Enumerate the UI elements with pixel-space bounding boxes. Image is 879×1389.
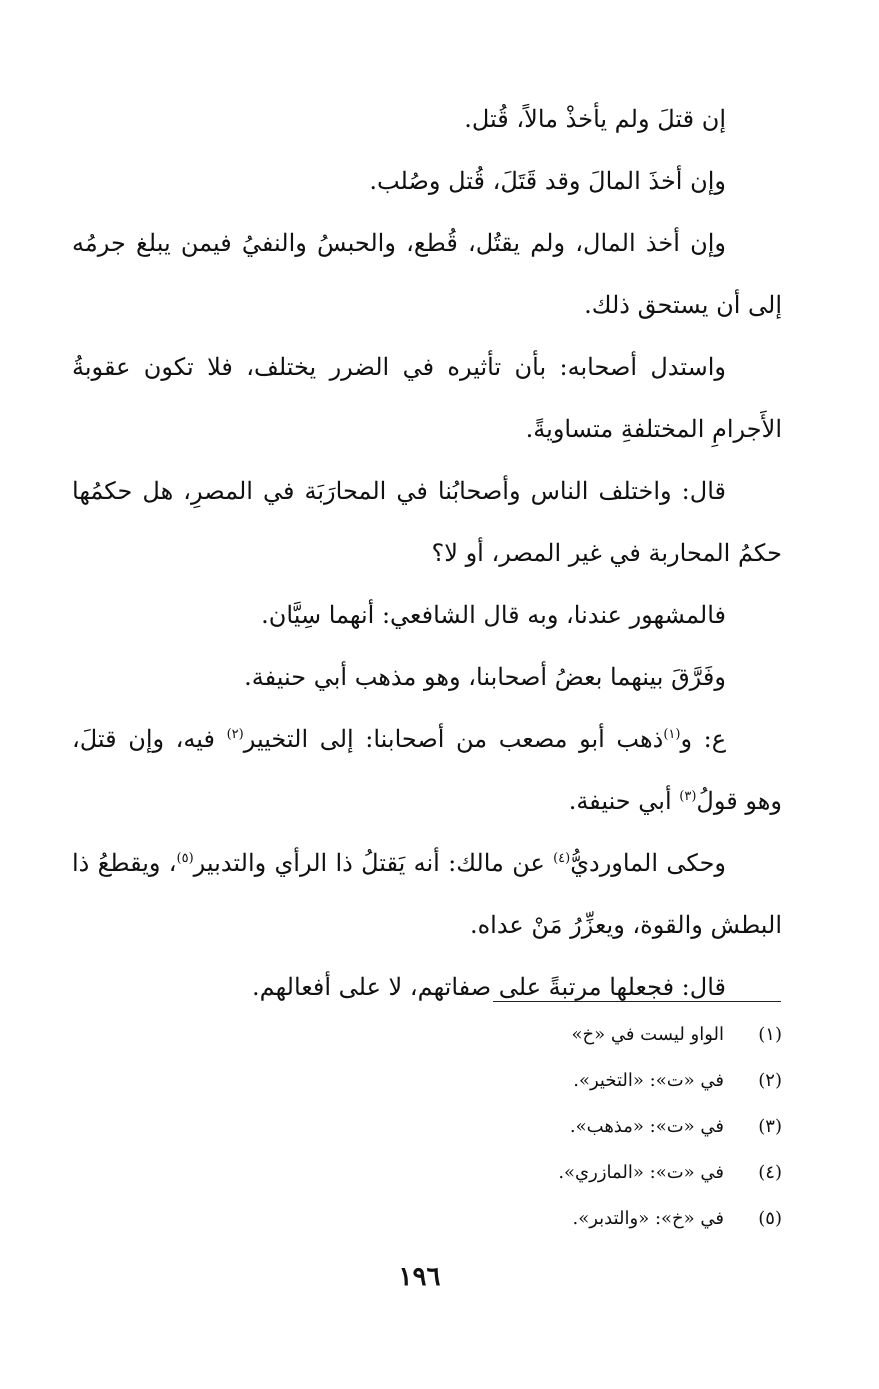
footnote-number: (٥) xyxy=(758,1208,782,1229)
footnote-divider xyxy=(493,1001,781,1002)
paragraph-8 xyxy=(72,708,782,832)
footnote-marker-5: (٥) xyxy=(176,851,194,866)
footnote-number: (٣) xyxy=(758,1116,782,1137)
footnote-marker-1: (١) xyxy=(663,727,681,742)
footnote-4 xyxy=(72,1150,782,1196)
paragraph-3: وإن أخذ المال، ولم يقتُل، قُطع، والحبسُ والنفيُ فيمن يبلغ جرمُه إلى أن يستحق ذلك. xyxy=(72,229,782,319)
paragraph-8-text-2: ذهب أبو مصعب من أصحابنا: إلى التخيير xyxy=(243,725,664,753)
footnote-number: (١) xyxy=(758,1024,782,1045)
paragraph-9-text-2: عن مالك: أنه يَقتلُ ذا الرأي والتدبير xyxy=(193,849,554,877)
footnote-1 xyxy=(72,1012,782,1058)
paragraph-7: وفَرَّقَ بينهما بعضُ أصحابنا، وهو مذهب أبي حنيفة. xyxy=(244,663,726,691)
footnote-2 xyxy=(72,1058,782,1104)
footnote-text: في «ت»: «التخير». xyxy=(573,1070,724,1091)
paragraph-5: قال: واختلف الناس وأصحابُنا في المحارَبَة في المصرِ، هل حكمُها حكمُ المحاربة في غير المصر، أو لا؟ xyxy=(72,477,782,567)
paragraph-10: قال: فجعلها مرتبةً على صفاتهم، لا على أفعالهم. xyxy=(252,973,726,1001)
footnote-number: (٢) xyxy=(758,1070,782,1091)
footnote-marker-3: (٣) xyxy=(679,789,697,804)
paragraph-6: فالمشهور عندنا، وبه قال الشافعي: أنهما سِيَّان. xyxy=(261,601,726,629)
paragraph-4: واستدل أصحابه: بأن تأثيره في الضرر يختلف، فلا تكون عقوبةُ الأَجرامِ المختلفةِ متساويةً. xyxy=(72,353,782,443)
main-text xyxy=(72,88,782,1018)
paragraph-9-text-1: وحكى الماورديُّ xyxy=(570,849,727,877)
paragraph-9 xyxy=(72,832,782,956)
footnote-text: في «ت»: «مذهب». xyxy=(569,1116,724,1137)
paragraph-9-text-3: ، ويقطعُ ذا البطش والقوة، ويعزِّرُ مَنْ عداه. xyxy=(72,849,782,939)
footnote-text: في «ت»: «المازري». xyxy=(558,1162,724,1183)
footnote-text: الواو ليست في «خ» xyxy=(571,1024,724,1045)
paragraph-1: إن قتلَ ولم يأخذْ مالاً، قُتل. xyxy=(464,105,726,133)
footnotes-list xyxy=(72,1012,782,1242)
footnote-5 xyxy=(72,1196,782,1242)
footnote-3 xyxy=(72,1104,782,1150)
paragraph-8-text-1: ع: و xyxy=(680,725,727,753)
footnote-number: (٤) xyxy=(758,1162,782,1183)
paragraph-2: وإن أخذَ المالَ وقد قَتَلَ، قُتل وصُلب. xyxy=(369,167,726,195)
footnote-marker-2: (٢) xyxy=(226,727,244,742)
footnote-text: في «خ»: «والتدبر». xyxy=(572,1208,724,1229)
footnote-marker-4: (٤) xyxy=(553,851,571,866)
paragraph-8-text-4: أبي حنيفة. xyxy=(568,787,680,815)
paragraph-8-text-3: فيه، وإن قتلَ، وهو قولُ xyxy=(72,725,782,815)
page-number: ١٩٦ xyxy=(398,1262,441,1292)
